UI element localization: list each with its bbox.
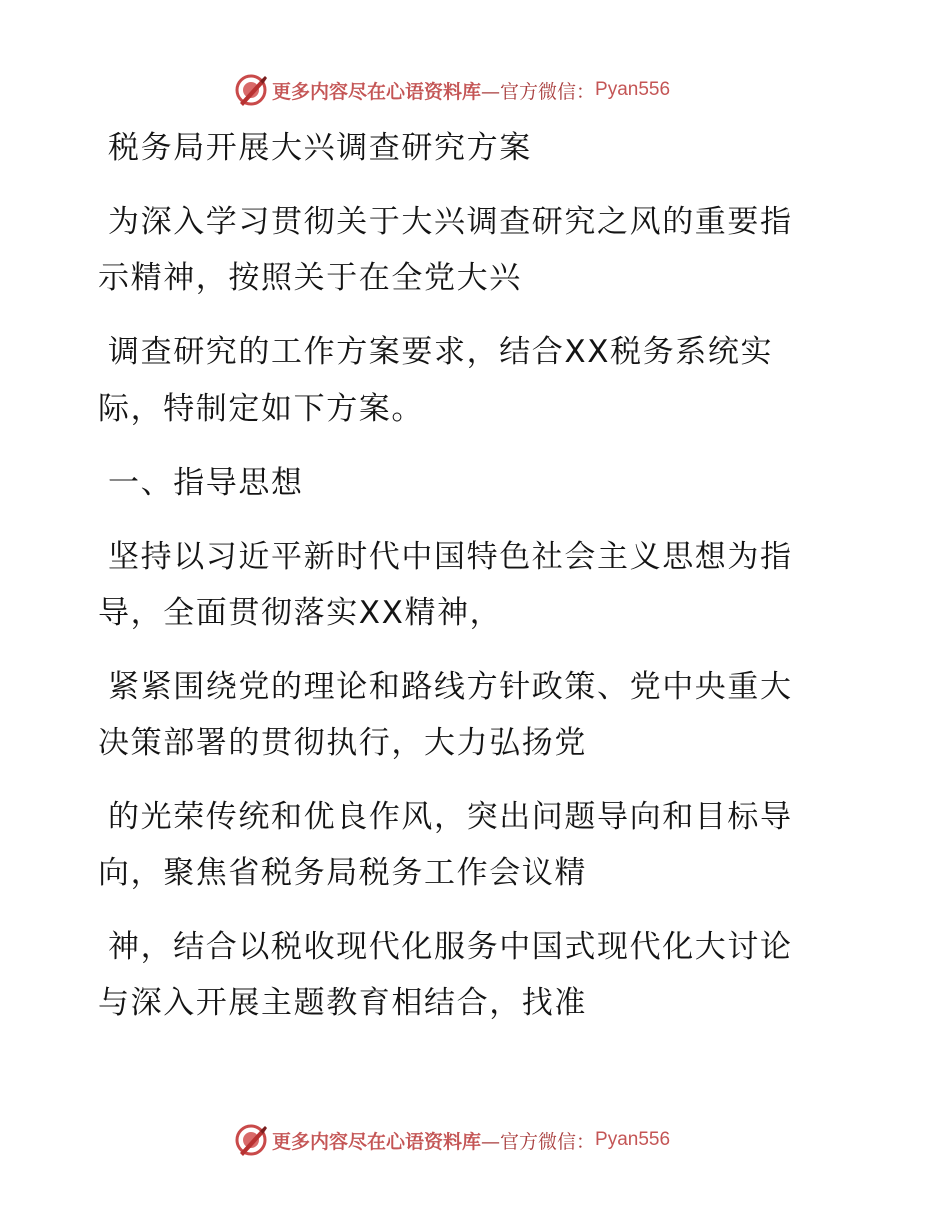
watermark-wechat-id: Pyan556 (595, 1129, 671, 1150)
watermark-text: 更多内容尽在心语资料库 (272, 1130, 482, 1153)
paragraph-line: 与深入开展主题教育相结合，找准 (98, 985, 587, 1021)
section-heading: 一、指导思想 (108, 465, 304, 501)
watermark-wechat-label: —官方微信： (481, 80, 596, 103)
paragraph-line: 的光荣传统和优良作风，突出问题导向和目标导 (108, 799, 793, 835)
watermark-text: 更多内容尽在心语资料库 (272, 80, 482, 103)
footer-watermark (234, 1122, 670, 1158)
paragraph-line: 坚持以习近平新时代中国特色社会主义思想为指 (108, 539, 793, 575)
paragraph-line: 际，特制定如下方案。 (98, 391, 424, 427)
document-title: 税务局开展大兴调查研究方案 (108, 130, 532, 166)
paragraph-line: 导，全面贯彻落实XX精神， (98, 595, 503, 631)
paragraph-line: 调查研究的工作方案要求，结合XX税务系统实 (108, 334, 774, 370)
paragraph-line: 紧紧围绕党的理论和路线方针政策、党中央重大 (108, 669, 793, 705)
paragraph-line: 示精神，按照关于在全党大兴 (98, 260, 522, 296)
pen-logo-icon (234, 1123, 268, 1157)
paragraph-line: 神，结合以税收现代化服务中国式现代化大讨论 (108, 929, 793, 965)
watermark-wechat-id: Pyan556 (595, 79, 671, 100)
pen-logo-icon (234, 73, 268, 107)
header-watermark (234, 72, 670, 108)
paragraph-line: 为深入学习贯彻关于大兴调查研究之风的重要指 (108, 204, 793, 240)
paragraph-line: 决策部署的贯彻执行，大力弘扬党 (98, 725, 587, 761)
paragraph-line: 向，聚焦省税务局税务工作会议精 (98, 855, 587, 891)
watermark-wechat-label: —官方微信： (481, 1130, 596, 1153)
